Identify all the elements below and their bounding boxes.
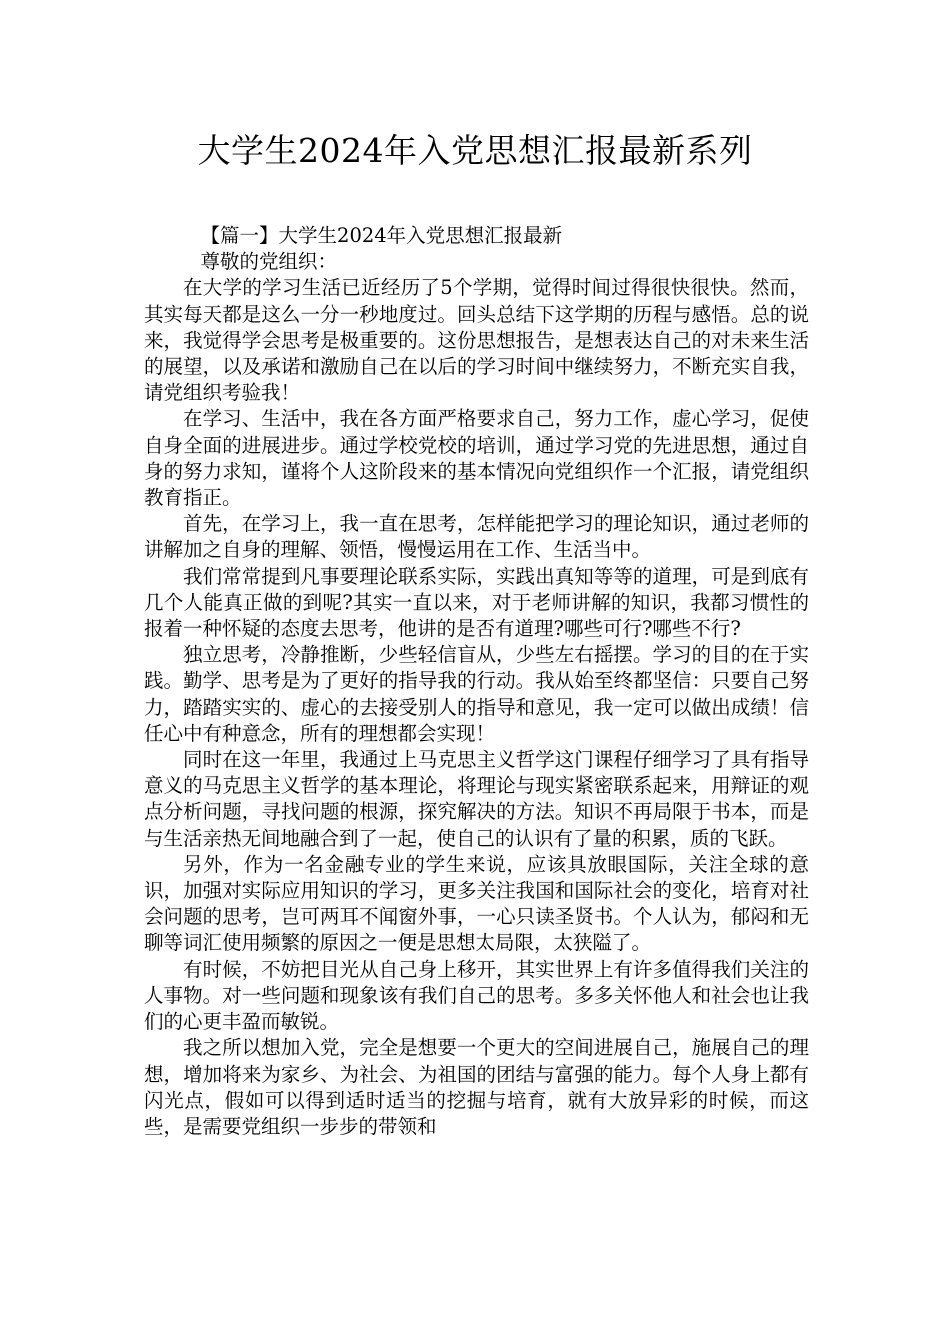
paragraph: 独立思考，冷静推断，少些轻信盲从，少些左右摇摆。学习的目的在于实践。勤学、思考是为了更好的指导我的行动。我从始至终都坚信：只要自己努力，踏踏实实的、虚心的去接受别人的指导和意见，我一定可以做出成绩！信任心中有种意念，所有的理想都会实现！ (144, 643, 809, 745)
paragraph: 有时候，不妨把目光从自己身上移开，其实世界上有许多值得我们关注的人事物。对一些问题和现象该有我们自己的思考。多多关怀他人和社会也让我们的心更丰盈而敏锐。 (144, 957, 809, 1034)
document-title: 大学生2024年入党思想汇报最新系列 (197, 131, 753, 170)
paragraph: 首先，在学习上，我一直在思考，怎样能把学习的理论知识，通过老师的讲解加之自身的理解、领悟，慢慢运用在工作、生活当中。 (144, 512, 809, 562)
salutation: 尊敬的党组织： (200, 250, 338, 274)
paragraph: 另外，作为一名金融专业的学生来说，应该具放眼国际，关注全球的意识，加强对实际应用知识的学习，更多关注我国和国际社会的变化，培育对社会问题的思考，岂可两耳不闻窗外事，一心只读圣贤书。个人认为，郁闷和无聊等词汇使用频繁的原因之一便是思想太局限，太狭隘了。 (144, 852, 809, 955)
paragraph: 我们常常提到凡事要理论联系实际，实践出真知等等的道理，可是到底有几个人能真正做的到呢?其实一直以来，对于老师讲解的知识，我都习惯性的报着一种怀疑的态度去思考，他讲的是否有道理?哪些可行?哪些不行? (144, 564, 809, 641)
paragraph: 同时在这一年里，我通过上马克思主义哲学这门课程仔细学习了具有指导意义的马克思主义哲学的基本理论，将理论与现实紧密联系起来，用辩证的观点分析问题，寻找问题的根源，探究解决的方法。知识不再局限于书本，而是与生活亲热无间地融合到了一起，使自己的认识有了量的积累，质的飞跃。 (144, 748, 809, 850)
document-body (144, 223, 809, 1140)
section-heading: 【篇一】大学生2024年入党思想汇报最新 (200, 224, 563, 247)
paragraph: 我之所以想加入党，完全是想要一个更大的空间进展自己，施展自己的理想，增加将来为家乡、为社会、为祖国的团结与富强的能力。每个人身上都有闪光点，假如可以得到适时适当的挖掘与培育，就有大放异彩的时候，而这些，是需要党组织一步步的带领和 (144, 1036, 809, 1138)
paragraph: 在大学的学习生活已近经历了5个学期，觉得时间过得很快很快。然而，其实每天都是这么一分一秒地度过。回头总结下这学期的历程与感悟。总的说来，我觉得学会思考是极重要的。这份思想报告，是想表达自己的对未来生活的展望，以及承诺和激励自己在以后的学习时间中继续努力，不断充实自我，请党组织考验我！ (144, 276, 809, 405)
paragraph: 在学习、生活中，我在各方面严格要求自己，努力工作，虚心学习，促使自身全面的进展进步。通过学校党校的培训，通过学习党的先进思想，通过自身的努力求知，谨将个人这阶段来的基本情况向党组织作一个汇报，请党组织教育指正。 (144, 407, 809, 510)
